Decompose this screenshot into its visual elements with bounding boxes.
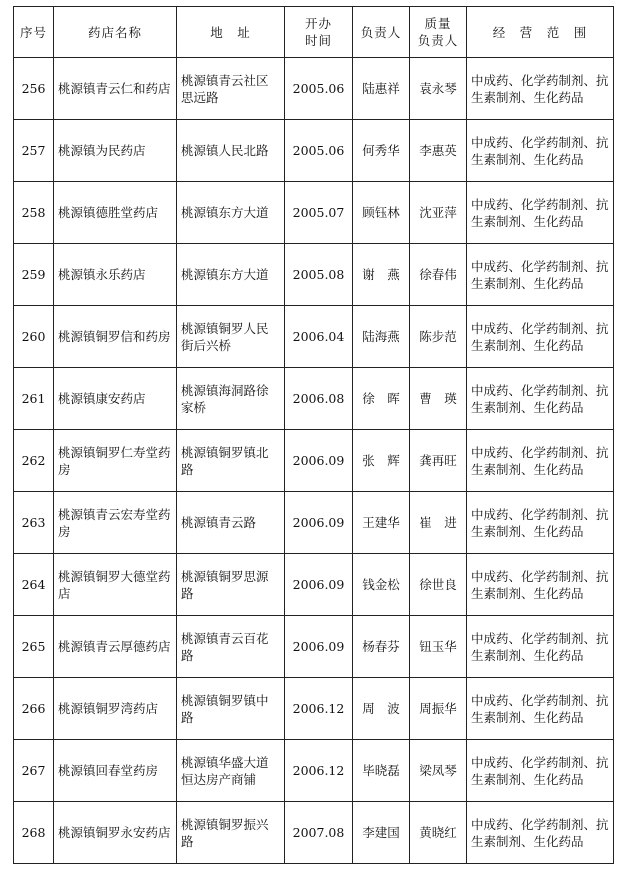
cell-num: 256 [14, 58, 54, 120]
table-row [14, 430, 614, 492]
cell-qa: 钮玉华 [410, 616, 467, 678]
pharmacy-register-table [13, 6, 614, 864]
cell-scope: 中成药、化学药制剂、抗生素制剂、生化药品 [467, 58, 614, 120]
header-person: 负责人 [353, 7, 410, 58]
cell-num: 264 [14, 554, 54, 616]
cell-num: 259 [14, 244, 54, 306]
cell-num: 262 [14, 430, 54, 492]
cell-date: 2005.07 [285, 182, 353, 244]
cell-name: 桃源镇铜罗湾药店 [54, 678, 177, 740]
table-row [14, 244, 614, 306]
cell-name: 桃源镇铜罗信和药房 [54, 306, 177, 368]
cell-qa: 陈步范 [410, 306, 467, 368]
cell-num: 266 [14, 678, 54, 740]
cell-person: 顾钰林 [353, 182, 410, 244]
cell-name: 桃源镇永乐药店 [54, 244, 177, 306]
cell-person: 陆海燕 [353, 306, 410, 368]
header-row [14, 7, 614, 58]
header-date-line1: 开办 [304, 16, 332, 31]
cell-date: 2006.08 [285, 368, 353, 430]
cell-num: 268 [14, 802, 54, 864]
cell-scope: 中成药、化学药制剂、抗生素制剂、生化药品 [467, 678, 614, 740]
cell-scope: 中成药、化学药制剂、抗生素制剂、生化药品 [467, 306, 614, 368]
cell-num: 263 [14, 492, 54, 554]
cell-scope: 中成药、化学药制剂、抗生素制剂、生化药品 [467, 368, 614, 430]
table-row [14, 678, 614, 740]
cell-qa: 沈亚萍 [410, 182, 467, 244]
cell-qa: 袁永琴 [410, 58, 467, 120]
cell-num: 267 [14, 740, 54, 802]
cell-addr: 桃源镇铜罗镇中路 [177, 678, 285, 740]
cell-date: 2006.12 [285, 678, 353, 740]
table-row [14, 554, 614, 616]
cell-date: 2006.09 [285, 616, 353, 678]
cell-person: 张 辉 [353, 430, 410, 492]
cell-num: 258 [14, 182, 54, 244]
cell-name: 桃源镇德胜堂药店 [54, 182, 177, 244]
cell-name: 桃源镇铜罗永安药店 [54, 802, 177, 864]
cell-name: 桃源镇青云仁和药店 [54, 58, 177, 120]
header-qa [410, 7, 467, 58]
cell-scope: 中成药、化学药制剂、抗生素制剂、生化药品 [467, 120, 614, 182]
table-row [14, 802, 614, 864]
header-date [285, 7, 353, 58]
cell-date: 2005.06 [285, 58, 353, 120]
table-row [14, 120, 614, 182]
cell-person: 李建国 [353, 802, 410, 864]
cell-date: 2006.09 [285, 492, 353, 554]
cell-date: 2006.09 [285, 430, 353, 492]
table-body [14, 58, 614, 864]
cell-qa: 黄晓红 [410, 802, 467, 864]
cell-qa: 崔 进 [410, 492, 467, 554]
cell-person: 陆惠祥 [353, 58, 410, 120]
cell-addr: 桃源镇东方大道 [177, 182, 285, 244]
header-qa-line2: 负责人 [417, 33, 459, 48]
cell-addr: 桃源镇华盛大道恒达房产商铺 [177, 740, 285, 802]
cell-scope: 中成药、化学药制剂、抗生素制剂、生化药品 [467, 616, 614, 678]
cell-qa: 龚再旺 [410, 430, 467, 492]
table-row [14, 740, 614, 802]
table-row [14, 306, 614, 368]
cell-num: 261 [14, 368, 54, 430]
cell-num: 257 [14, 120, 54, 182]
cell-scope: 中成药、化学药制剂、抗生素制剂、生化药品 [467, 492, 614, 554]
header-date-line2: 时间 [304, 33, 332, 48]
cell-qa: 徐世良 [410, 554, 467, 616]
cell-scope: 中成药、化学药制剂、抗生素制剂、生化药品 [467, 802, 614, 864]
cell-name: 桃源镇为民药店 [54, 120, 177, 182]
cell-qa: 曹 瑛 [410, 368, 467, 430]
cell-person: 钱金松 [353, 554, 410, 616]
cell-qa: 徐春伟 [410, 244, 467, 306]
cell-person: 毕晓磊 [353, 740, 410, 802]
cell-person: 何秀华 [353, 120, 410, 182]
cell-person: 谢 燕 [353, 244, 410, 306]
cell-addr: 桃源镇青云百花路 [177, 616, 285, 678]
cell-person: 王建华 [353, 492, 410, 554]
header-qa-line1: 质量 [424, 16, 452, 31]
cell-scope: 中成药、化学药制剂、抗生素制剂、生化药品 [467, 554, 614, 616]
cell-addr: 桃源镇青云路 [177, 492, 285, 554]
cell-qa: 梁凤琴 [410, 740, 467, 802]
cell-scope: 中成药、化学药制剂、抗生素制剂、生化药品 [467, 182, 614, 244]
header-addr: 地 址 [177, 7, 285, 58]
table-row [14, 368, 614, 430]
cell-num: 265 [14, 616, 54, 678]
cell-addr: 桃源镇青云社区思远路 [177, 58, 285, 120]
cell-name: 桃源镇铜罗大德堂药店 [54, 554, 177, 616]
cell-scope: 中成药、化学药制剂、抗生素制剂、生化药品 [467, 740, 614, 802]
cell-addr: 桃源镇铜罗思源路 [177, 554, 285, 616]
cell-person: 周 波 [353, 678, 410, 740]
cell-date: 2005.08 [285, 244, 353, 306]
table-row [14, 182, 614, 244]
cell-date: 2007.08 [285, 802, 353, 864]
cell-date: 2006.12 [285, 740, 353, 802]
table-row [14, 492, 614, 554]
cell-name: 桃源镇康安药店 [54, 368, 177, 430]
cell-person: 徐 晖 [353, 368, 410, 430]
cell-name: 桃源镇铜罗仁寿堂药房 [54, 430, 177, 492]
table-row [14, 58, 614, 120]
cell-scope: 中成药、化学药制剂、抗生素制剂、生化药品 [467, 244, 614, 306]
cell-addr: 桃源镇人民北路 [177, 120, 285, 182]
cell-name: 桃源镇青云宏寿堂药房 [54, 492, 177, 554]
cell-qa: 李惠英 [410, 120, 467, 182]
cell-addr: 桃源镇海洞路徐家桥 [177, 368, 285, 430]
header-num: 序号 [14, 7, 54, 58]
cell-num: 260 [14, 306, 54, 368]
cell-scope: 中成药、化学药制剂、抗生素制剂、生化药品 [467, 430, 614, 492]
cell-date: 2006.09 [285, 554, 353, 616]
cell-name: 桃源镇青云厚德药店 [54, 616, 177, 678]
header-scope: 经 营 范 围 [467, 7, 614, 58]
cell-addr: 桃源镇铜罗振兴路 [177, 802, 285, 864]
cell-addr: 桃源镇铜罗镇北路 [177, 430, 285, 492]
cell-date: 2006.04 [285, 306, 353, 368]
cell-person: 杨春芬 [353, 616, 410, 678]
header-name: 药店名称 [54, 7, 177, 58]
cell-qa: 周振华 [410, 678, 467, 740]
table-row [14, 616, 614, 678]
cell-addr: 桃源镇东方大道 [177, 244, 285, 306]
cell-date: 2005.06 [285, 120, 353, 182]
cell-name: 桃源镇回春堂药房 [54, 740, 177, 802]
cell-addr: 桃源镇铜罗人民街后兴桥 [177, 306, 285, 368]
